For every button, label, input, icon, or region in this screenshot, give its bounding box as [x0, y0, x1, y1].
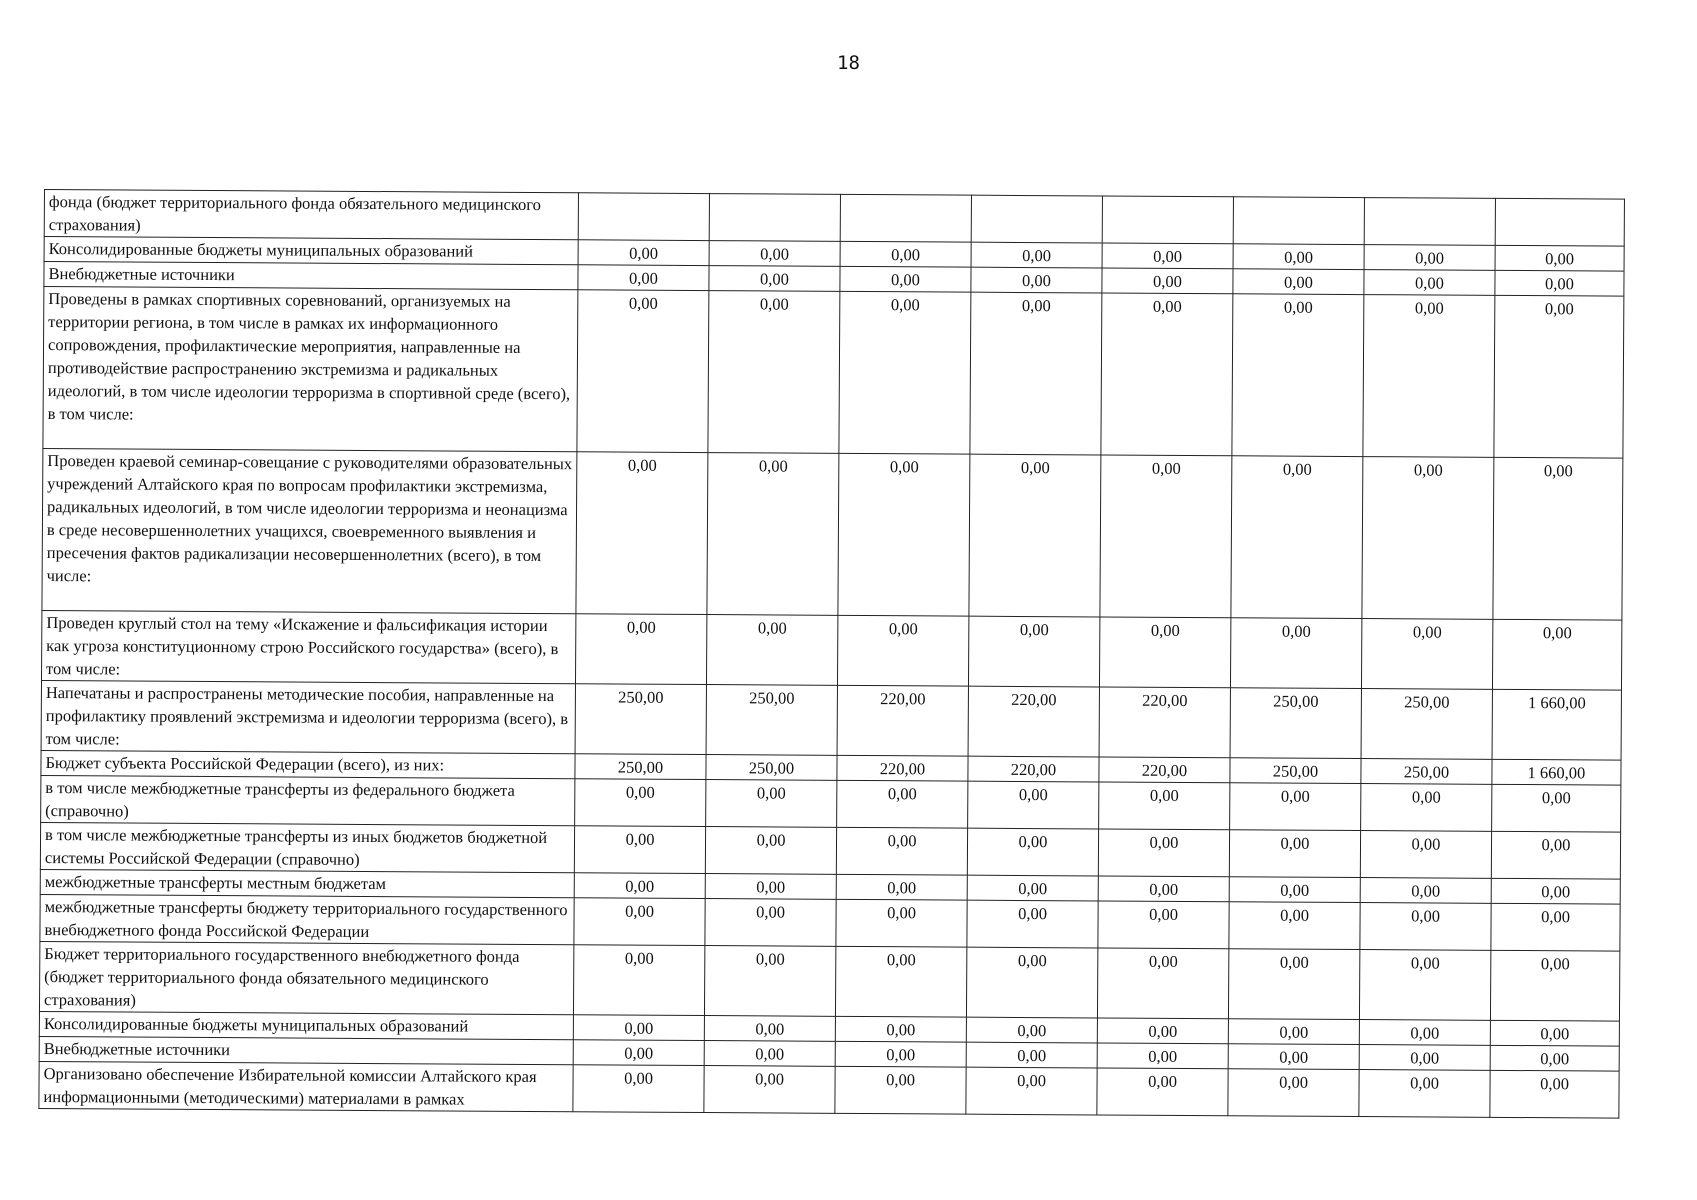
value-cell: 0,00: [1360, 903, 1491, 951]
value-cell: 0,00: [1491, 878, 1620, 904]
value-cell: 220,00: [1099, 687, 1230, 758]
row-label: Внебюджетные источники: [44, 262, 578, 290]
value-cell: 0,00: [1229, 877, 1360, 903]
value-cell: 1 660,00: [1492, 759, 1621, 785]
value-cell: 0,00: [1097, 948, 1228, 1019]
value-cell: 250,00: [1230, 688, 1361, 759]
value-cell: 0,00: [967, 900, 1098, 948]
value-cell: 0,00: [970, 292, 1102, 455]
value-cell: 0,00: [1102, 243, 1233, 269]
value-cell: 0,00: [575, 779, 706, 827]
value-cell: 220,00: [1099, 757, 1230, 783]
value-cell: 0,00: [1360, 831, 1491, 879]
value-cell: [1233, 197, 1364, 245]
value-cell: 0,00: [706, 615, 837, 686]
value-cell: 0,00: [1228, 1019, 1359, 1045]
value-cell: 0,00: [1359, 1020, 1490, 1046]
value-cell: 0,00: [1230, 783, 1361, 831]
value-cell: 250,00: [706, 755, 837, 781]
value-cell: 0,00: [1359, 1045, 1490, 1071]
row-label: Проведен круглый стол на тему «Искажение и фальсификация истории как угроза конституционному строю Российского государства» (всего), в том числе:: [41, 610, 575, 683]
value-cell: 0,00: [968, 781, 1099, 829]
value-cell: 0,00: [836, 899, 967, 947]
value-cell: 0,00: [578, 240, 709, 266]
value-cell: 0,00: [1495, 270, 1624, 296]
value-cell: 0,00: [1492, 619, 1621, 690]
value-cell: 0,00: [1359, 950, 1490, 1021]
value-cell: 0,00: [706, 780, 837, 828]
row-label: Проведены в рамках спортивных соревнований, организуемых на территории региона, в том числе в рамках их информационного сопровождения, профилактические мероприятия, направленные на противодействие распространению экстремизма и радикальных идеологий, в том числе идеологии терроризма в спортивной среде (всего), в том числе:: [43, 287, 578, 452]
value-cell: 0,00: [1098, 901, 1229, 949]
row-label: в том числе межбюджетные трансферты из федерального бюджета (справочно): [41, 775, 575, 825]
value-cell: 0,00: [967, 875, 1098, 901]
value-cell: 0,00: [1493, 457, 1623, 620]
value-cell: 0,00: [1490, 1045, 1619, 1071]
value-cell: 0,00: [1099, 782, 1230, 830]
value-cell: 0,00: [1363, 295, 1495, 458]
value-cell: 0,00: [574, 873, 705, 899]
value-cell: 0,00: [1490, 950, 1619, 1021]
table-row: [42, 448, 1623, 620]
value-cell: 0,00: [1231, 456, 1363, 619]
value-cell: 0,00: [1362, 457, 1494, 620]
value-cell: 0,00: [966, 1042, 1097, 1068]
value-cell: 220,00: [837, 755, 968, 781]
value-cell: 0,00: [573, 1065, 704, 1113]
value-cell: 0,00: [836, 827, 967, 875]
value-cell: 0,00: [966, 1017, 1097, 1043]
value-cell: 0,00: [1097, 1018, 1228, 1044]
value-cell: 0,00: [707, 453, 839, 616]
value-cell: 0,00: [577, 290, 709, 453]
value-cell: 250,00: [706, 685, 837, 756]
value-cell: 0,00: [971, 267, 1102, 293]
value-cell: 0,00: [1492, 784, 1621, 832]
row-label: в том числе межбюджетные трансферты из иных бюджетов бюджетной системы Российской Федерации (справочно): [40, 822, 574, 872]
value-cell: 0,00: [704, 1041, 835, 1067]
row-label: Напечатаны и распространены методические пособия, направленные на профилактику проявлений экстремизма и идеологии терроризма (всего), в том числе:: [41, 680, 575, 753]
value-cell: 0,00: [968, 616, 1099, 687]
value-cell: 0,00: [969, 454, 1101, 617]
page-number: 18: [837, 52, 860, 74]
value-cell: 0,00: [1360, 878, 1491, 904]
table-row: [39, 941, 1619, 1021]
value-cell: 0,00: [705, 827, 836, 875]
value-cell: 0,00: [966, 1067, 1097, 1115]
value-cell: 250,00: [1230, 758, 1361, 784]
value-cell: 0,00: [704, 946, 835, 1017]
value-cell: 0,00: [704, 1066, 835, 1114]
value-cell: 0,00: [704, 1016, 835, 1042]
row-label: Консолидированные бюджеты муниципальных образований: [39, 1011, 573, 1039]
row-label: межбюджетные трансферты местным бюджетам: [40, 869, 574, 897]
row-label: Организовано обеспечение Избирательной комиссии Алтайского края информационными (методическими) материалами в рамках: [39, 1061, 573, 1111]
value-cell: 0,00: [1229, 902, 1360, 950]
value-cell: 0,00: [1228, 1044, 1359, 1070]
value-cell: 0,00: [1361, 619, 1492, 690]
value-cell: 250,00: [575, 754, 706, 780]
value-cell: 0,00: [1097, 1043, 1228, 1069]
row-label: межбюджетные трансферты бюджету территориального государственного внебюджетного фонда Российской Федерации: [40, 894, 574, 944]
value-cell: 220,00: [837, 685, 968, 756]
row-label: Проведен краевой семинар-совещание с руководителями образовательных учреждений Алтайского края по вопросам профилактики экстремизма, радикальных идеологий, в том числе идеологии терроризма и неонацизма в среде несовершеннолетних учащихся, своевременного выявления и пресечения фактов радикализации несовершеннолетних (всего), в том числе:: [42, 448, 577, 613]
value-cell: 250,00: [1361, 689, 1492, 760]
value-cell: 220,00: [968, 686, 1099, 757]
value-cell: 0,00: [1101, 293, 1233, 456]
value-cell: 0,00: [574, 826, 705, 874]
value-cell: 0,00: [1494, 295, 1624, 458]
value-cell: [1102, 196, 1233, 244]
value-cell: 0,00: [708, 291, 840, 454]
budget-table: [38, 189, 1625, 1119]
value-cell: 0,00: [1230, 618, 1361, 689]
value-cell: [971, 195, 1102, 243]
value-cell: 0,00: [573, 1040, 704, 1066]
value-cell: 0,00: [709, 241, 840, 267]
value-cell: 250,00: [575, 684, 706, 755]
value-cell: 0,00: [1098, 876, 1229, 902]
value-cell: 0,00: [1233, 269, 1364, 295]
row-label: Внебюджетные источники: [39, 1036, 573, 1064]
value-cell: 0,00: [1102, 268, 1233, 294]
value-cell: 0,00: [1491, 831, 1620, 879]
table-row: [39, 1061, 1619, 1118]
value-cell: 0,00: [835, 1041, 966, 1067]
table-row: [41, 680, 1621, 760]
value-cell: 0,00: [1098, 829, 1229, 877]
value-cell: 0,00: [1097, 1068, 1228, 1116]
value-cell: 0,00: [709, 266, 840, 292]
value-cell: [840, 194, 971, 242]
value-cell: 0,00: [837, 615, 968, 686]
value-cell: 0,00: [1100, 455, 1232, 618]
value-cell: 0,00: [966, 947, 1097, 1018]
value-cell: 220,00: [968, 756, 1099, 782]
table-row: [41, 610, 1621, 690]
value-cell: 0,00: [835, 1016, 966, 1042]
value-cell: [1364, 198, 1495, 246]
value-cell: [1495, 198, 1624, 246]
value-cell: 0,00: [1229, 830, 1360, 878]
value-cell: 0,00: [1490, 1020, 1619, 1046]
value-cell: 0,00: [1232, 294, 1364, 457]
row-label: Бюджет территориального государственного внебюджетного фонда (бюджет территориального фонда обязательного медицинского страхования): [39, 941, 573, 1014]
value-cell: 0,00: [573, 945, 704, 1016]
value-cell: 0,00: [837, 780, 968, 828]
value-cell: 0,00: [1364, 245, 1495, 271]
value-cell: 0,00: [1228, 1069, 1359, 1117]
row-label: Консолидированные бюджеты муниципальных образований: [44, 237, 578, 265]
value-cell: 0,00: [840, 241, 971, 267]
value-cell: 0,00: [835, 946, 966, 1017]
value-cell: 0,00: [578, 265, 709, 291]
value-cell: 0,00: [575, 614, 706, 685]
value-cell: 0,00: [971, 242, 1102, 268]
value-cell: 1 660,00: [1492, 689, 1621, 760]
row-label: фонда (бюджет территориального фонда обязательного медицинского страхования): [44, 190, 578, 240]
value-cell: 0,00: [573, 1015, 704, 1041]
row-label: Бюджет субъекта Российской Федерации (всего), из них:: [41, 750, 575, 778]
value-cell: [578, 193, 709, 241]
value-cell: 0,00: [705, 874, 836, 900]
value-cell: 0,00: [1495, 245, 1624, 271]
value-cell: 0,00: [1228, 949, 1359, 1020]
value-cell: 0,00: [705, 899, 836, 947]
value-cell: 250,00: [1361, 759, 1492, 785]
value-cell: 0,00: [1233, 244, 1364, 270]
value-cell: 0,00: [835, 1066, 966, 1114]
value-cell: 0,00: [839, 291, 971, 454]
value-cell: 0,00: [1099, 617, 1230, 688]
value-cell: 0,00: [836, 874, 967, 900]
value-cell: 0,00: [967, 828, 1098, 876]
value-cell: 0,00: [576, 452, 708, 615]
value-cell: 0,00: [1361, 784, 1492, 832]
value-cell: 0,00: [1491, 903, 1620, 951]
value-cell: 0,00: [1359, 1070, 1490, 1118]
table-row: [43, 287, 1624, 459]
value-cell: [709, 194, 840, 242]
value-cell: 0,00: [1364, 270, 1495, 296]
value-cell: 0,00: [838, 453, 970, 616]
value-cell: 0,00: [1490, 1070, 1619, 1118]
value-cell: 0,00: [840, 266, 971, 292]
value-cell: 0,00: [574, 898, 705, 946]
